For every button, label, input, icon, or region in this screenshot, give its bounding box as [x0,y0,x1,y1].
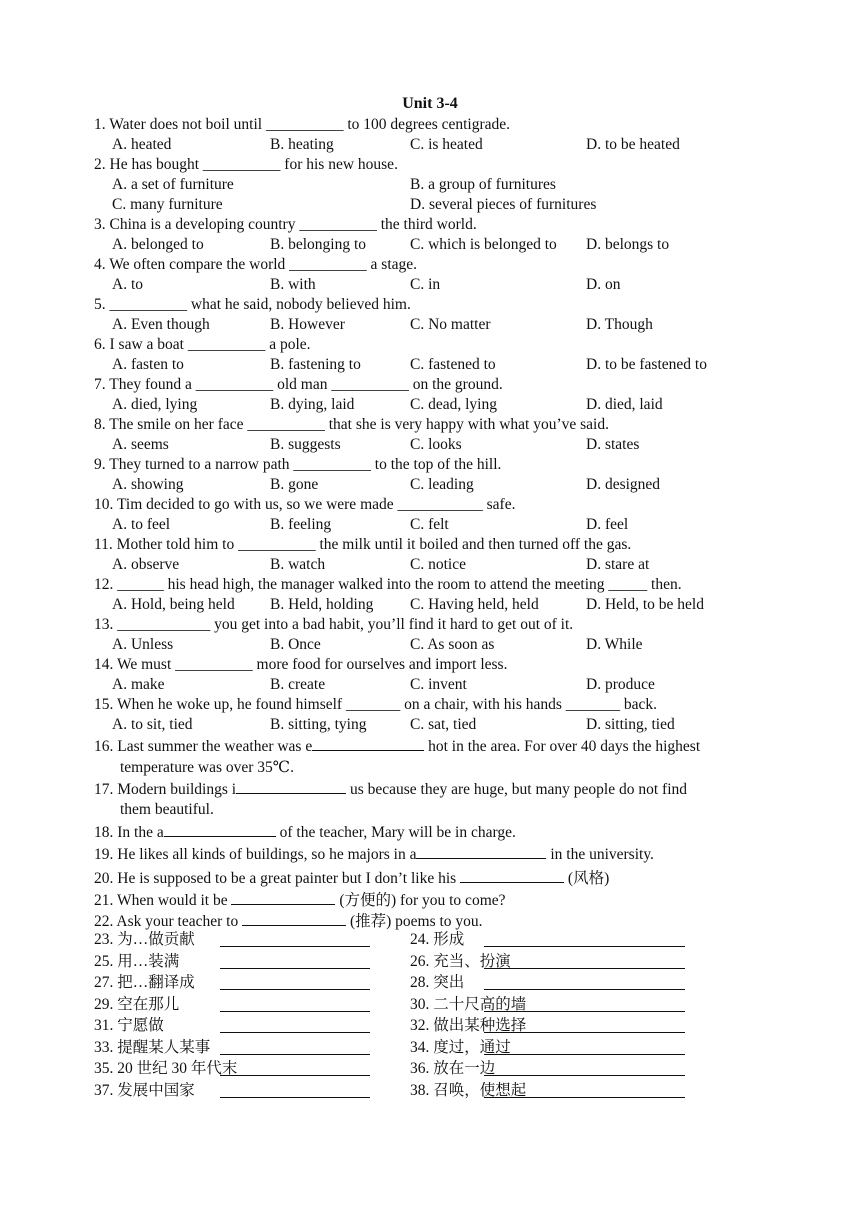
option: B. Held, holding [270,596,374,613]
option: D. Though [586,316,653,333]
answer-line [484,1097,685,1098]
option: B. create [270,676,326,693]
option: B. suggests [270,436,341,453]
option: C. sat, tied [410,716,477,733]
answer-blank [236,779,346,794]
question-stem: 2. He has bought __________ for his new house. [94,156,398,173]
option: A. to [112,276,143,293]
options-row [112,635,832,655]
option: B. Once [270,636,321,653]
phrase-prompt: 23. 为…做贡献 [94,931,195,948]
options-row [112,675,832,695]
answer-line [484,946,685,947]
fill-question-line [94,909,483,931]
options-row [112,595,832,615]
option: C. leading [410,476,474,493]
page-title: Unit 3-4 [402,95,458,112]
fill-question-text: 21. When would it be [94,892,232,909]
fill-question-line [94,888,506,910]
answer-line [484,1075,685,1076]
option: B. a group of furnitures [410,176,556,193]
option: A. belonged to [112,236,204,253]
answer-line [220,968,370,969]
answer-line [484,1054,685,1055]
phrase-prompt: 33. 提醒某人某事 [94,1038,211,1056]
phrase-prompt: 34. 度过，通过 [410,1038,511,1056]
fill-question-text: 18. In the a [94,824,164,841]
option: D. Held, to be held [586,596,704,613]
option: B. feeling [270,516,332,533]
option: D. belongs to [586,236,670,253]
fill-question-line [94,866,609,888]
answer-line [484,1011,685,1012]
option: C. is heated [410,136,483,153]
option: D. While [586,636,643,653]
option: C. in [410,276,441,293]
answer-line [220,1032,370,1033]
option: A. make [112,676,165,693]
fill-question-line [94,844,654,864]
option: C. Having held, held [410,596,539,613]
question-stem: 15. When he woke up, he found himself _______ on a chair, with his hands _______ back. [94,696,658,713]
options-row [112,555,832,575]
option: A. died, lying [112,396,198,413]
answer-blank [231,890,335,905]
question-stem: 6. I saw a boat __________ a pole. [94,336,311,353]
option: A. seems [112,436,169,453]
phrase-prompt: 35. 20 世纪 30 年代末 [94,1060,238,1077]
option: C. looks [410,436,462,453]
fill-question-text: hot in the area. For over 40 days the highest [424,738,701,755]
option: D. sitting, tied [586,716,675,733]
answer-blank [242,911,346,926]
answer-blank [416,844,546,859]
option: C. invent [410,676,467,693]
option: B. gone [270,476,319,493]
phrase-prompt: 36. 放在一边 [410,1060,496,1077]
phrase-prompt: 27. 把…翻译成 [94,974,195,991]
fill-question-continuation: them beautiful. [120,801,214,818]
option: C. No matter [410,316,491,333]
option: A. fasten to [112,356,184,373]
options-row [112,395,832,415]
option: A. Hold, being held [112,596,235,613]
fill-question-text: (风格) [564,870,610,887]
option: C. many furniture [112,196,223,213]
fill-question-line [94,822,516,842]
answer-blank [312,736,424,751]
option: D. on [586,276,621,293]
question-stem: 8. The smile on her face __________ that she is very happy with what you’ve said. [94,416,609,433]
option: B. fastening to [270,356,361,373]
fill-question-continuation: temperature was over 35℃. [120,759,294,776]
answer-line [484,1032,685,1033]
option: C. fastened to [410,356,496,373]
options-row [112,715,832,735]
fill-question-text: in the university. [546,846,654,863]
fill-question-text: (方便的) for you to come? [335,892,506,909]
option: A. observe [112,556,180,573]
option: D. produce [586,676,655,693]
answer-line [220,1075,370,1076]
options-row [112,195,832,215]
options-row [112,175,832,195]
option: A. to feel [112,516,171,533]
option: B. sitting, tying [270,716,367,733]
option: A. showing [112,476,184,493]
options-row [112,235,832,255]
option: B. However [270,316,345,333]
option: A. Unless [112,636,174,653]
options-row [112,275,832,295]
question-stem: 11. Mother told him to __________ the milk until it boiled and then turned off the gas. [94,536,632,553]
option: B. heating [270,136,334,153]
options-row [112,355,832,375]
answer-line [484,989,685,990]
fill-question-text: 19. He likes all kinds of buildings, so he majors in a [94,846,417,863]
question-stem: 4. We often compare the world __________ a stage. [94,256,418,273]
answer-line [484,968,685,969]
option: C. As soon as [410,636,495,653]
option: A. heated [112,136,172,153]
question-stem: 14. We must __________ more food for ourselves and import less. [94,656,508,673]
question-stem: 12. ______ his head high, the manager walked into the room to attend the meeting _____ then. [94,576,682,593]
question-stem: 7. They found a __________ old man __________ on the ground. [94,376,503,393]
question-stem: 5. __________ what he said, nobody believed him. [94,296,411,313]
phrase-prompt: 28. 突出 [410,974,465,991]
phrase-prompt: 29. 空在那儿 [94,995,180,1013]
option: D. designed [586,476,661,493]
options-row [112,135,832,155]
fill-question-line [94,779,687,799]
phrase-prompt: 30. 二十尺高的墙 [410,995,527,1013]
answer-line [220,946,370,947]
option: C. dead, lying [410,396,497,413]
option: B. with [270,276,316,293]
answer-line [220,1011,370,1012]
question-stem: 13. ____________ you get into a bad habit, you’ll find it hard to get out of it. [94,616,574,633]
option: A. to sit, tied [112,716,193,733]
options-row [112,475,832,495]
options-row [112,315,832,335]
option: D. several pieces of furnitures [410,196,597,213]
option: C. which is belonged to [410,236,557,253]
answer-line [220,1054,370,1055]
fill-question-line [94,736,700,756]
fill-question-text: 17. Modern buildings i [94,781,237,798]
phrase-prompt: 31. 宁愿做 [94,1017,164,1034]
option: B. belonging to [270,236,367,253]
phrase-prompt: 25. 用…装满 [94,952,180,970]
phrase-prompt: 24. 形成 [410,931,465,948]
option: B. watch [270,556,326,573]
option: D. states [586,436,640,453]
option: D. died, laid [586,396,663,413]
phrase-prompt: 38. 召唤，使想起 [410,1081,527,1099]
option: C. felt [410,516,449,533]
question-stem: 1. Water does not boil until __________ to 100 degrees centigrade. [94,116,511,133]
option: C. notice [410,556,466,573]
phrase-prompt: 37. 发展中国家 [94,1081,195,1099]
option: D. to be fastened to [586,356,707,373]
question-stem: 10. Tim decided to go with us, so we were made ___________ safe. [94,496,516,513]
answer-line [220,989,370,990]
option: D. stare at [586,556,650,573]
fill-question-text: 16. Last summer the weather was e [94,738,313,755]
phrase-prompt: 32. 做出某种选择 [410,1017,527,1034]
answer-blank [164,822,276,837]
fill-question-text: (推荐) poems to you. [346,913,483,930]
fill-question-text: us because they are huge, but many people do not find [346,781,687,798]
question-stem: 3. China is a developing country __________ the third world. [94,216,477,233]
question-stem: 9. They turned to a narrow path __________ to the top of the hill. [94,456,502,473]
answer-line [220,1097,370,1098]
options-row [112,515,832,535]
option: A. a set of furniture [112,176,234,193]
fill-question-text: 22. Ask your teacher to [94,913,243,930]
option: D. feel [586,516,629,533]
option: D. to be heated [586,136,680,153]
options-row [112,435,832,455]
phrase-prompt: 26. 充当、扮演 [410,952,511,970]
option: A. Even though [112,316,210,333]
fill-question-text: 20. He is supposed to be a great painter but I don’t like his [94,870,461,887]
option: B. dying, laid [270,396,355,413]
fill-question-text: of the teacher, Mary will be in charge. [275,824,516,841]
answer-blank [460,868,564,883]
